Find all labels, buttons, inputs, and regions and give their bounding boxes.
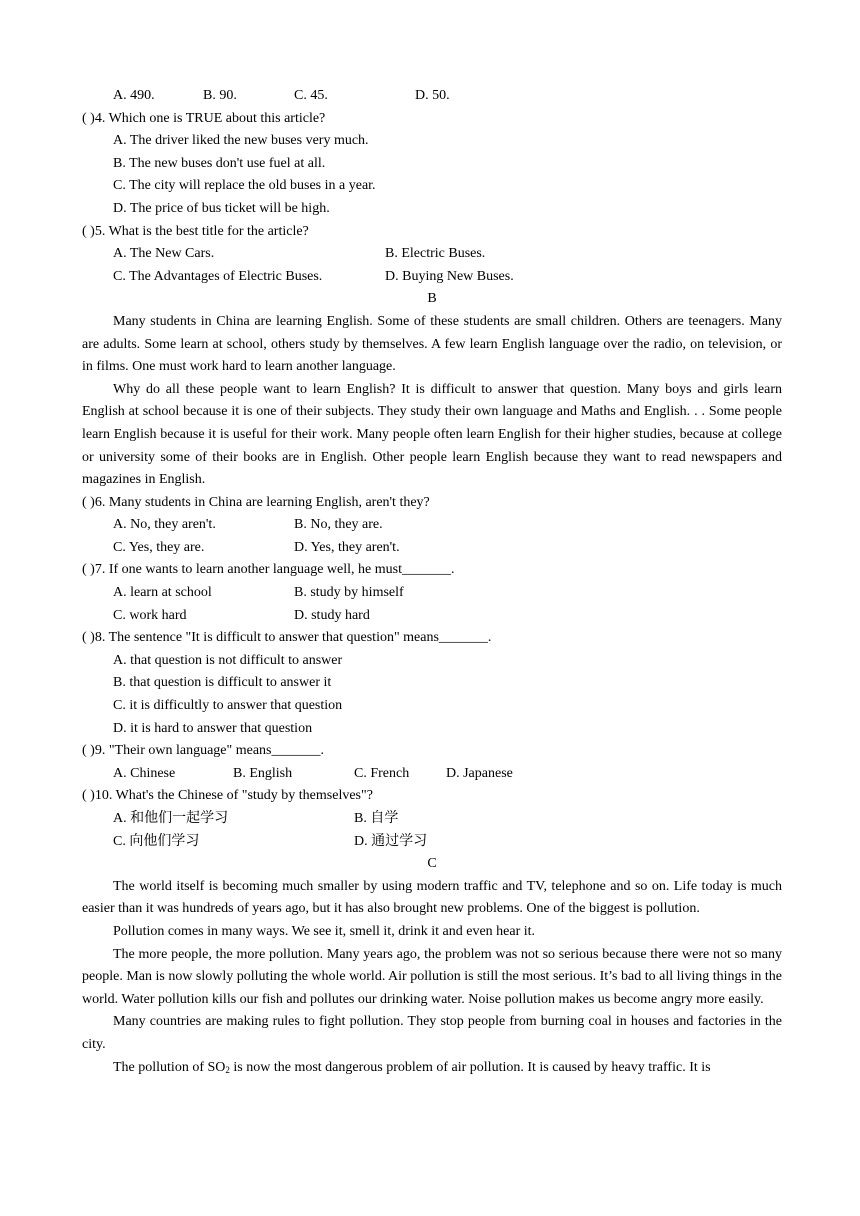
section-c-p5-subscript: 2: [225, 1064, 230, 1075]
q9-stem: 9. "Their own language" means_______.: [94, 743, 324, 759]
q7-option-d: D. study hard: [294, 607, 370, 623]
q9-option-b: B. English: [233, 765, 293, 781]
q10-stem-line: [82, 785, 782, 808]
q5-option-b: B. Electric Buses.: [385, 246, 486, 262]
q5-option-d: D. Buying New Buses.: [385, 268, 514, 284]
q8-option-b: B. that question is difficult to answer it: [113, 675, 332, 691]
q4-option-d: D. The price of bus ticket will be high.: [113, 200, 330, 216]
q9-stem-line: [82, 740, 782, 763]
q9-option-c: C. French: [354, 765, 410, 781]
q4-option-c: C. The city will replace the old buses in a year.: [113, 178, 376, 194]
q4-stem: 4. Which one is TRUE about this article?: [94, 110, 326, 126]
q5-stem: 5. What is the best title for the article?: [94, 223, 309, 239]
section-c-paragraph-4: Many countries are making rules to fight pollution. They stop people from burning coal in houses and factories in the city.: [82, 1014, 782, 1052]
q3-option-c: C. 45.: [294, 88, 328, 103]
q5-options-row-1: [82, 243, 782, 266]
section-b-paragraph-2: Why do all these people want to learn English? It is difficult to answer that question. Many boys and girls learn English at school because it is one of their subjects. They study their own language and Maths and English. . . Some people learn English because it is useful for their work. Many people often learn English for their higher studies, because at college or university some of their books are in English. Other people learn English because they want to read newspapers and magazines in English.: [82, 381, 782, 488]
section-c-paragraph-1: The world itself is becoming much smaller by using modern traffic and TV, telephone and so on. Life today is much easier than it was hundreds of years ago, but it has also brought new problems. One of the biggest is pollution.: [82, 878, 782, 917]
q4-option-b: B. The new buses don't use fuel at all.: [113, 155, 326, 171]
section-b-heading: B: [427, 291, 437, 307]
q3-options: [82, 85, 782, 108]
q7-stem: 7. If one wants to learn another language well, he must_______.: [94, 562, 455, 578]
q3-option-b: B. 90.: [203, 88, 237, 103]
q4-stem-line: [82, 108, 782, 131]
q4-answer-blank[interactable]: ( ): [82, 110, 95, 126]
q4-option-a: A. The driver liked the new buses very much.: [113, 133, 369, 149]
q5-options-row-2: [82, 266, 782, 289]
q6-options-row-2: [82, 537, 782, 560]
q10-option-a: A. 和他们一起学习: [113, 811, 229, 826]
q9-option-d: D. Japanese: [446, 765, 513, 781]
q5-stem-line: [82, 221, 782, 244]
q5-option-c: C. The Advantages of Electric Buses.: [113, 268, 323, 284]
q7-options-row-2: [82, 605, 782, 628]
section-c-p5-text-before: The pollution of SO: [113, 1059, 226, 1075]
q7-answer-blank[interactable]: ( ): [82, 562, 95, 578]
document-content: [82, 85, 782, 1079]
q7-option-b: B. study by himself: [294, 585, 404, 601]
q10-option-d: D. 通过学习: [354, 833, 428, 849]
q3-option-d: D. 50.: [415, 88, 450, 103]
q8-stem-line: [82, 627, 782, 650]
q8-option-a: A. that question is not difficult to answer: [113, 652, 343, 668]
section-c-paragraph-3: The more people, the more pollution. Many years ago, the problem was not so serious because there were not so many people. Man is now slowly polluting the whole world. Air pollution is still the most serious. It’s bad to all living things in the world. Water pollution kills our fish and pollutes our drinking water. Noise pollution makes us become angry more easily.: [82, 946, 782, 1007]
section-b-paragraph-1: Many students in China are learning English. Some of these students are small children. Others are teenagers. Many are adults. Some learn at school, others study by themselves. A few learn English language over the radio, on television, or in films. One must work hard to learn another language.: [82, 313, 782, 375]
q6-option-c: C. Yes, they are.: [113, 539, 205, 555]
q10-options-row-1: [82, 808, 782, 831]
q6-option-a: A. No, they aren't.: [113, 517, 216, 533]
q9-options: [82, 763, 782, 786]
q10-option-b: B. 自学: [354, 811, 399, 826]
q8-stem: 8. The sentence "It is difficult to answer that question" means_______.: [94, 630, 492, 646]
q10-stem: 10. What's the Chinese of "study by themselves"?: [94, 788, 373, 804]
q5-answer-blank[interactable]: ( ): [82, 223, 95, 239]
q7-option-a: A. learn at school: [113, 585, 212, 601]
q8-option-c: C. it is difficultly to answer that question: [113, 698, 343, 714]
q6-options-row-1: [82, 514, 782, 537]
q10-options-row-2: [82, 831, 782, 854]
q9-option-a: A. Chinese: [113, 765, 176, 781]
section-c-heading: C: [427, 856, 437, 872]
q8-answer-blank[interactable]: ( ): [82, 630, 95, 646]
q6-answer-blank[interactable]: ( ): [82, 494, 95, 510]
q10-option-c: C. 向他们学习: [113, 833, 200, 849]
section-c-paragraph-5: [82, 1057, 782, 1080]
q3-option-a: A. 490.: [113, 88, 155, 103]
section-c-p5-text-after: is now the most dangerous problem of air pollution. It is caused by heavy traffic. It is: [229, 1059, 711, 1075]
q6-option-b: B. No, they are.: [294, 517, 383, 533]
q7-options-row-1: [82, 582, 782, 605]
q7-stem-line: [82, 559, 782, 582]
q9-answer-blank[interactable]: ( ): [82, 743, 95, 759]
q8-option-d: D. it is hard to answer that question: [113, 720, 313, 736]
q6-stem: 6. Many students in China are learning English, aren't they?: [94, 494, 430, 510]
q10-answer-blank[interactable]: ( ): [82, 788, 95, 804]
q6-option-d: D. Yes, they aren't.: [294, 539, 400, 555]
q5-option-a: A. The New Cars.: [113, 246, 215, 262]
q6-stem-line: [82, 492, 782, 515]
q7-option-c: C. work hard: [113, 607, 187, 623]
section-c-paragraph-2: Pollution comes in many ways. We see it, smell it, drink it and even hear it.: [113, 923, 536, 939]
